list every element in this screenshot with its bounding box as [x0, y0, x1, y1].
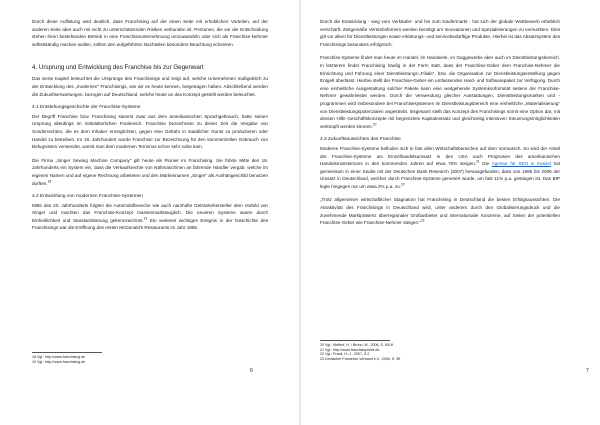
page-number: 7 — [586, 368, 589, 374]
paragraph-text: hat gemeinsam in einer Studie mit der Deutschen Bank Research (2007) herausgefunden, dass von 1995 bis 2006 der Umsatz in Deutschland, welcher durch Franchise-Systeme generiert wurde, um fast 11% p.a. gestiegen ist. Das BIP legte hingegen nur um etwa 2% p.a. zu. — [320, 161, 560, 189]
section-heading: 4.3 Zukunftsaussichten des Franchise — [320, 137, 401, 143]
paragraph — [320, 54, 560, 130]
quote-text: „Trotz allgemeiner wirtschaftlicher Stagnation hat Franchising in Deutschland die besten Erfolgsaussichten. Die Attraktivität des Franchisings in Deutschland wird, unter anderem durch den Globalisierungsdruck und die zunehmende Marktpräsenz überregionaler Großanbieter und internationaler Konzerne, auf Seiten der potentiellen Franchise-Geber wie Franchise-Nehmer steigen.“ — [320, 197, 560, 226]
paragraph: Durch die Entwicklung - weg vom Verkäufer- und hin zum Käufermarkt - hat sich der globale Wettbewerb erheblich verschärft. Zeitgemäße Vertriebsformen werden benötigt um Innovationen und Spezialisierungen zu vermarkten. Dies gilt vor allem für Dienstleistungen sowie erklärungs- und servicebedürftige Produkte. Hierbei ist das Absatzsystem des Franchisings besonders erfolgreich. — [320, 19, 560, 47]
paragraph — [32, 202, 268, 232]
footnote-ref: 18 — [47, 178, 52, 183]
footnotes — [320, 340, 460, 361]
paragraph-text: Ein weiteres wichtiges Ereignis in der Geschichte des Franchisings war die Eröffnung des ersten McDonald's Restaurants im Jahr 1955. — [32, 217, 268, 231]
footnote-ref: 23 — [420, 218, 425, 223]
seo-agency-link[interactable]: Agentur für SEO in Kassel — [491, 161, 551, 167]
paragraph-text: Mitte des 20. Jahrhunderts folgten die Automobilbranche wie auch namhafte Getränkehersteller dem Vorbild von Singer und machten das Franchise-Konzept massenmarkttauglich. Die neueren Systeme waren durch Einheitlichkeit und Standardisierung gekennzeichnet. — [32, 202, 268, 223]
footnotes — [32, 352, 152, 364]
page-divider — [299, 0, 301, 425]
footnote: 23 Deutscher Franchise-Verband e.V., 2006, S. 3ff — [320, 356, 401, 361]
left-page-body — [32, 18, 268, 238]
footnote: 20 Vgl.: Meffert, H. / Bruhn, M., 2006, S. 601ff — [320, 343, 393, 347]
paragraph — [32, 157, 268, 187]
section-heading: 4.1 Entstehungsgeschichte der Franchise-Systeme — [32, 105, 141, 111]
paragraph: Der Begriff Franchise bzw. Franchising stammt zwar aus dem amerikanischen Sprachgebrauch, hatte seinen Ursprung allerdings im mittelalterlichen Frankreich. Franchise bezeichnete zu dieser Zeit die Vergabe von Sonderrechten, die es dem Inhaber ermöglichten, gegen eine Gebühr in staatlicher Gunst zu produzieren oder Handel zu betreiben. Im 19. Jahrhundert wurde Franchise zur Bezeichnung für den kommerziellen Gebrauch von Befugnissen verwendet, womit man dem modernen Terminus schon sehr nahe kam. — [32, 113, 268, 150]
footnote-ref: 20 — [372, 122, 377, 127]
paragraph: Durch diese Auflistung wird deutlich, dass Franchising auf der einen Seite mit erheblichen Vorteilen, auf der anderen Seite aber auch mit nicht zu unterschätzenden Risiken verbunden ist. Personen, die vor der Entscheidung stehen ihren bestehenden Betrieb in eine Franchiseunternehmung umzuwandeln oder sich als Franchise-Nehmer selbstständig machen wollen, sollten den aufgeführten Nachteilen besondere Beachtung schenken. — [32, 19, 268, 47]
page-number: 6 — [250, 368, 253, 374]
footnote-rule — [32, 352, 102, 353]
footnote: 21 Vgl.: http://www.franchiseportal.de — [320, 347, 380, 352]
quote-paragraph — [320, 196, 560, 226]
footnote-ref: 19 — [143, 216, 148, 221]
footnote: 18 Vgl.: http://www.franchising.de — [32, 355, 86, 359]
footnote: 22 Vgl.: Frank, H.-J., 2007, S.2 — [320, 352, 370, 357]
right-page-body — [320, 18, 560, 233]
right-page — [304, 0, 600, 425]
section-heading: 4.2 Entwicklung von modernen Franchise-Systemen — [32, 194, 143, 200]
paragraph-text: Moderne Franchise-Systeme befinden sich in fast allen Wirtschaftsbereichen auf dem Vormarsch. So wird der Anteil der Franchise-Systeme am Einzelhandelsumsatz in den USA nach Prognosen des amerikanischen Handelsministeriums in den kommenden Jahren auf etwa 75% steigen. — [320, 145, 560, 167]
left-page — [0, 0, 296, 425]
footnote-ref: 21 — [476, 159, 480, 164]
chapter-heading: 4. Ursprung und Entwicklung des Franchise bis zur Gegenwart — [32, 64, 204, 72]
paragraph-text: Franchise-Systeme findet man heute im Handel, im Handwerk, im Gaggewerbe aber auch im Dienstleistungsbereich. In letzterem findet Franchising häufig in der Form statt, dass der Franchise-Geber dem Franchise-Nehmer die Einrichtung und Führung einer Dienstleistungs-„Filiale“, bzw. die Organisation zur Dienstleistungserstellung gegen Entgelt überlässt. Hierbei stellt der Franchise-Geber ein umfassendes Hard- und Softwarepaket zur Verfügung. Durch eine einheitliche Ausgestaltung solcher Pakete kann eine weitgehende Systemkonformität seitens der Franchise-Nehmer gewährleistet werden. Durch die Verwendung gleicher Ausstattungen, Dienstleistungsmarken und -programmen wird insbesondere bei Franchisesystemen im Dienstleistungsbereich eine einheitliche „Materialisierung“ von Dienstleistungspotenzialen angestrebt. Insgesamt stellt das Konzept des Franchisings somit eine Option dar, mit dessen Hilfe Geschäftskonzepte mit begrenztem Kapitaleinsatz und gleichzeitig intensiven Steuerungsmöglichkeiten verknüpft werden können. — [320, 55, 560, 129]
paragraph — [320, 145, 560, 191]
footnote-rule — [320, 340, 390, 341]
footnote-ref: 22 — [400, 182, 405, 187]
paragraph-text: Die — [479, 161, 492, 167]
paragraph-text: Die Firma „Singer Sewing Machine Company“ gilt heute als Pionier im Franchising. Sie führte Mitte des 19. Jahrhunderts ein System ein, dass die Verkaufsrechte von Nähmaschinen an fahrende Händler vergab, welche im eigenen Namen und auf eigene Rechnung arbeiteten und den Markennamen „Singer“ als Aushängeschild benutzen durften. — [32, 157, 268, 186]
footnote: 19 Vgl.: http://www.franchising.de — [32, 359, 86, 364]
paragraph: Das vierte Kapitel beleuchtet die Ursprünge des Franchisings und zeigt auf, welche Unternehmen maßgeblich zu der Entwicklung des „modernen“ Franchisings, wie wir es heute kennen, beigetragen haben. Abschließend werden die Zukunftserwartungen, bezogen auf Deutschland, welche heute an das Konzept gestellt werden beleuchtet. — [32, 76, 268, 97]
